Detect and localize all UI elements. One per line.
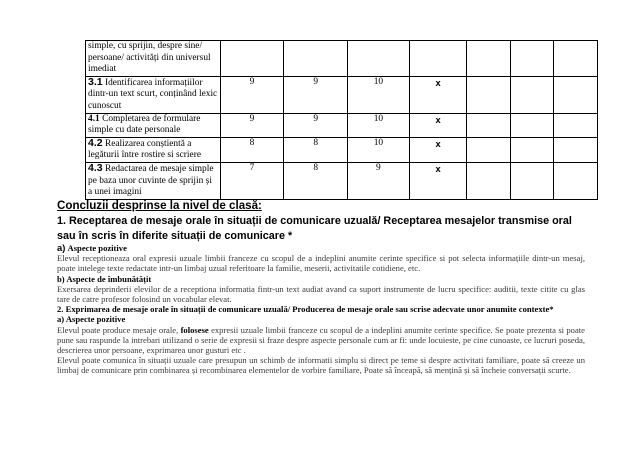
x-mark: x bbox=[409, 162, 467, 199]
score-cell: 10 bbox=[348, 113, 410, 137]
score-cell: 7 bbox=[220, 162, 284, 199]
score-cell: 10 bbox=[348, 137, 410, 162]
section-2-heading: 2. Exprimarea de mesaje orale în situații de comunicare uzuală/ Producerea de mesaje orale sau scrise adecvate unor anumite contexte* bbox=[57, 304, 554, 315]
table-row bbox=[86, 113, 598, 137]
objective-cell: 3.1 Identificarea informațiilor dintr-un text scurt, conținând lexic cunoscut bbox=[86, 76, 221, 113]
subheading-aspecte-imbunatatit: b) Aspecte de îmbunătățit bbox=[57, 273, 152, 284]
x-mark: x bbox=[409, 113, 467, 137]
x-mark: x bbox=[409, 76, 467, 113]
paragraph: Elevul poate comunica în situații uzuale care presupun un schimb de informatii simplu si direct pe teme si despre activitati familiare, poate să creeze un limbaj de comunicare prin combinarea și recombinarea elementelor de vorbire familiare, Poate să înceapă, să mențină și să încheie conversații scurte. bbox=[57, 355, 585, 376]
conclusions-heading: Concluzii desprinse la nivel de clasă: bbox=[57, 199, 262, 212]
score-cell: 8 bbox=[220, 137, 284, 162]
subheading-aspecte-pozitive: a) Aspecte pozitive bbox=[57, 314, 126, 325]
evaluation-table bbox=[85, 40, 598, 200]
objective-cell: simple, cu sprijin, despre sine/ persoane/ activități din universul imediat bbox=[86, 41, 221, 77]
objective-cell: 4.2 Realizarea conștientă a legăturii între rostire si scriere bbox=[86, 137, 221, 162]
score-cell: 8 bbox=[284, 137, 348, 162]
score-cell: 9 bbox=[220, 76, 284, 113]
score-cell: 9 bbox=[220, 113, 284, 137]
table-row bbox=[86, 137, 598, 162]
objective-cell: 4.3 Redactarea de mesaje simple pe baza unor cuvinte de sprijin și a unei imagini bbox=[86, 162, 221, 199]
paragraph: Exersarea deprinderii elevilor de a receptiona informatia fintr-un text audiat avand ca suport instrumente de lucru specifice: auditii, texte citite cu glas tare de catre profesor folosind un vocabular elevat. bbox=[57, 283, 585, 305]
table-row bbox=[86, 76, 598, 113]
conclusions-body bbox=[57, 243, 585, 376]
paragraph: Elevul receptioneaza oral expresii uzuale limbii franceze cu scopul de a indeplini anumite cerinte specifice si pot selecta informațiile dintr-un mesaj, poate intelege texte redactate intr-un limbaj uzual referitoare la familie, meserii, activitatile cotidiene, etc. bbox=[57, 253, 585, 274]
score-cell: 8 bbox=[284, 162, 348, 199]
table-row bbox=[86, 162, 598, 199]
score-cell: 10 bbox=[348, 76, 410, 113]
subheading-aspecte-pozitive: a) Aspecte pozitive bbox=[57, 242, 127, 253]
objective-cell: 4.1 Completarea de formulare simple cu date personale bbox=[86, 113, 221, 137]
score-cell: 9 bbox=[348, 162, 410, 199]
table-row bbox=[86, 41, 598, 77]
score-cell: 9 bbox=[284, 113, 348, 137]
x-mark: x bbox=[409, 137, 467, 162]
paragraph: Elevul poate produce mesaje orale, folosese expresii uzuale limbii franceze cu scopul de a indeplini anumite cerinte specifice. Se poate prezenta si poate pune sau raspunde la intrebari utilizand o serie de expresii si fraze despre aspecte personale cum ar fi: unde locuieste, pe cine cunoaste, ce lucruri poseda, descrierea unor persoane, exprimarea unor gusturi etc . bbox=[57, 324, 585, 356]
score-cell: 9 bbox=[284, 76, 348, 113]
section-1-heading: 1. Receptarea de mesaje orale în situații de comunicare uzuală/ Receptarea mesajelor transmise oral sau în scris în diferite situații de comunicare * bbox=[57, 215, 572, 242]
